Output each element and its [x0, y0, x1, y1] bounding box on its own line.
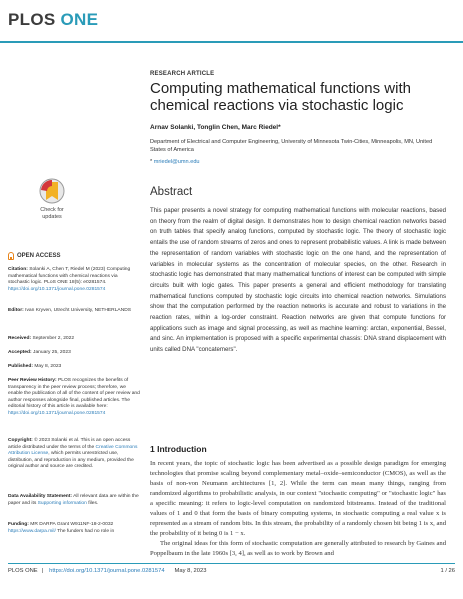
received-value: September 2, 2022 — [32, 336, 75, 341]
copyright-text-b: , which permits unrestricted use, distribution, and reproduction in any medium, provided the original author and source are credited. — [8, 451, 134, 470]
footer-date: May 8, 2023 — [174, 568, 207, 574]
page-footer — [8, 568, 455, 574]
footer-doi-link[interactable]: https://doi.org/10.1371/journal.pone.0281574 — [49, 568, 165, 574]
corresponding-mark: * — [150, 159, 153, 165]
citation-link[interactable]: https://doi.org/10.1371/journal.pone.0281574 — [8, 286, 106, 292]
corresponding-author[interactable] — [150, 159, 200, 165]
accepted-block — [8, 350, 140, 357]
data-availability-label: Data Availability Statement: — [8, 494, 73, 499]
accepted-value: January 25, 2023 — [33, 350, 71, 355]
open-access-badge — [8, 252, 60, 260]
introduction-heading: 1 Introduction — [150, 444, 207, 454]
funding-block — [8, 522, 140, 535]
received-label: Received: — [8, 336, 32, 341]
peer-review-link[interactable]: https://doi.org/10.1371/journal.pone.0281574 — [8, 410, 106, 416]
article-type: RESEARCH ARTICLE — [150, 71, 215, 77]
data-availability-text-b: files. — [88, 500, 99, 506]
funding-label: Funding: — [8, 522, 29, 527]
citation-text: Solanki A, Chen T, Riedel M (2023) Computing mathematical functions with chemical reactions via stochastic logic. PLoS ONE 18(5): e0281574. — [8, 267, 131, 286]
funding-text-a: MR DARPA Grant W911NF-18-2-0032 — [30, 522, 114, 527]
abstract-text: This paper presents a novel strategy for computing mathematical functions with molecular reactions, based on theory from the realm of digital design. It demonstrates how to design chemical reaction networks based on truth tables that specify analog functions, computed by stochastic logic. The theory of stochastic logic entails the use of random streams of zeros and ones to represent probabilistic values. A link is made between the representation of random variables with stochastic logic on the one hand, and the representation of variables in molecular systems as the concentration of molecular species, on the other. Research in stochastic logic has demonstrated that many mathematical functions of interest can be computed with simple circuits built with logic gates. This paper presents a general and efficient methodology for translating mathematical functions computed by stochastic logic circuits into chemical reaction networks. Simulations show that the computation performed by the reaction networks is accurate and robust to variations in the reaction rates, within a log-order constraint. Reaction networks are given that compute functions for applications such as image and signal processing, as well as machine learning: arctan, exponential, Bessel, and sinc. An implementation is proposed with a specific experimental chassis: DNA strand displacement with units called DNA "concatemers". — [150, 207, 446, 354]
funding-text-b: The funders had no role in — [57, 528, 115, 534]
intro-paragraph: The original ideas for this form of stochastic computation are generally attributed to research by Gaines and Poppelbaum in the late 1960s [3, 4], as well as to work by Brown and — [150, 540, 446, 557]
accepted-label: Accepted: — [8, 350, 32, 355]
open-access-label: OPEN ACCESS — [17, 253, 61, 259]
open-lock-icon — [8, 252, 14, 260]
license-link[interactable]: Creative Commons Attribution License — [8, 444, 138, 457]
editor-block — [8, 308, 140, 315]
footer-journal: PLOS ONE — [8, 568, 38, 574]
data-availability-block — [8, 494, 140, 507]
funding-link[interactable]: https://www.darpa.mil/ — [8, 528, 56, 534]
footer-separator: | — [41, 568, 44, 574]
editor-text: Ivan Kryven, Utrecht University, NETHERLANDS — [25, 308, 132, 313]
check-for-updates-badge[interactable] — [32, 176, 72, 226]
copyright-label: Copyright: — [8, 438, 33, 443]
author-list[interactable]: Arnav Solanki, Tonglin Chen, Marc Riedel* — [150, 124, 281, 131]
intro-paragraph: In recent years, the topic of stochastic logic has been advertised as a possible design paradigm for emerging technologies that promise scaling beyond complementary metal–oxide–semiconductor (CMOS), as well as the basis of non-von Neumann architectures [1, 2]. While the term can mean many things, ranging from randomized algorithms to probabilistic analysis, in our context "stochastic computing" or "stochastic logic" has a specific meaning: it refers to logic-level computation on randomized bitstreams. Instead of the traditional values of 1 and 0 that form the basis of binary computing systems, in stochastic computing a real value x is represented as a stream of random bits. In this stream, the probability of a randomly chosen bit being 1 is x, and the probability of it being 0 is 1 − x. — [150, 460, 446, 537]
copyright-block — [8, 438, 140, 471]
published-label: Published: — [8, 364, 33, 369]
footer-rule — [8, 563, 455, 564]
received-block — [8, 336, 140, 343]
corresponding-email[interactable]: mriedel@umn.edu — [153, 159, 200, 165]
citation-block — [8, 267, 140, 293]
header-rule — [0, 41, 463, 43]
peer-review-label: Peer Review History: — [8, 378, 57, 383]
abstract-heading: Abstract — [150, 186, 193, 198]
peer-review-text: PLOS recognizes the benefits of transparency in the peer review process; therefore, we enable the publication of all of the content of peer review and author responses alongside final, published articles. The editorial history of this article is available here: — [8, 378, 140, 410]
check-line2: updates — [42, 214, 62, 220]
published-value: May 8, 2023 — [34, 364, 62, 369]
supporting-info-link[interactable]: Supporting information — [37, 500, 87, 506]
logo-one: ONE — [60, 10, 99, 29]
data-availability-text-a: All relevant data are within the paper and its — [8, 494, 139, 506]
page-number: 1 / 26 — [440, 568, 455, 574]
peer-review-block — [8, 378, 140, 418]
published-block — [8, 364, 140, 371]
citation-label: Citation: — [8, 267, 28, 272]
introduction-body — [150, 459, 446, 559]
journal-logo[interactable] — [8, 10, 98, 30]
check-line1: Check for — [40, 207, 64, 213]
affiliation: Department of Electrical and Computer Engineering, University of Minnesota Twin-Cities, Minneapolis, MN, United States of America — [150, 139, 433, 153]
editor-label: Editor: — [8, 308, 24, 313]
copyright-text-a: © 2023 Solanki et al. This is an open access article distributed under the terms of the — [8, 438, 131, 450]
logo-plos: PLOS — [8, 10, 56, 29]
article-title: Computing mathematical functions with chemical reactions via stochastic logic — [150, 80, 411, 114]
